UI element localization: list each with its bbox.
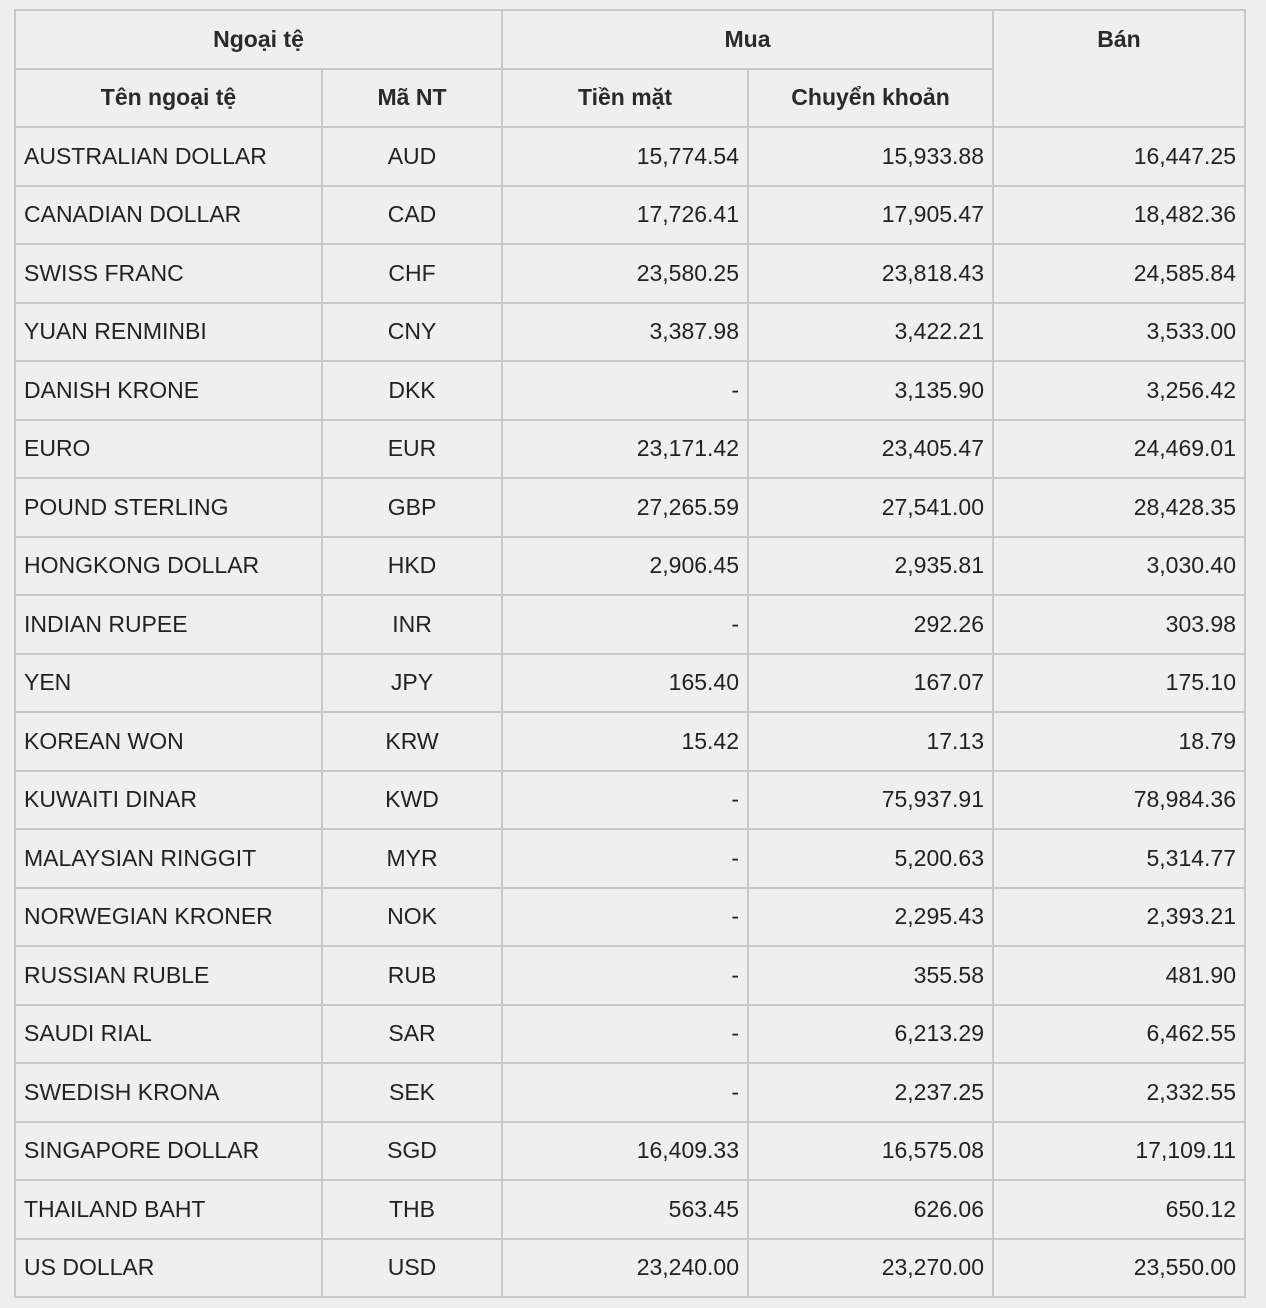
- table-row: [15, 946, 1245, 1005]
- buy-transfer-cell: 3,422.21: [748, 303, 993, 362]
- buy-cash-cell: 23,580.25: [502, 244, 748, 303]
- header-row-groups: [15, 10, 1245, 69]
- buy-cash-cell: -: [502, 888, 748, 947]
- buy-transfer-cell: 27,541.00: [748, 478, 993, 537]
- currency-code-cell: MYR: [322, 829, 502, 888]
- currency-name-cell: SAUDI RIAL: [15, 1005, 322, 1064]
- buy-transfer-cell: 23,270.00: [748, 1239, 993, 1298]
- buy-cash-cell: -: [502, 946, 748, 1005]
- buy-transfer-cell: 626.06: [748, 1180, 993, 1239]
- currency-code-cell: GBP: [322, 478, 502, 537]
- sell-cell: 28,428.35: [993, 478, 1245, 537]
- buy-cash-cell: 3,387.98: [502, 303, 748, 362]
- header-buy-cash: Tiền mặt: [502, 69, 748, 128]
- currency-name-cell: EURO: [15, 420, 322, 479]
- table-row: [15, 1180, 1245, 1239]
- buy-transfer-cell: 16,575.08: [748, 1122, 993, 1181]
- currency-code-cell: KWD: [322, 771, 502, 830]
- currency-code-cell: KRW: [322, 712, 502, 771]
- currency-name-cell: SWISS FRANC: [15, 244, 322, 303]
- sell-cell: 303.98: [993, 595, 1245, 654]
- table-header: [15, 10, 1245, 127]
- header-currency-code: Mã NT: [322, 69, 502, 128]
- table-row: [15, 537, 1245, 596]
- currency-name-cell: INDIAN RUPEE: [15, 595, 322, 654]
- buy-cash-cell: 15,774.54: [502, 127, 748, 186]
- buy-transfer-cell: 2,295.43: [748, 888, 993, 947]
- buy-transfer-cell: 17,905.47: [748, 186, 993, 245]
- buy-cash-cell: -: [502, 771, 748, 830]
- buy-transfer-cell: 292.26: [748, 595, 993, 654]
- header-buy-transfer: Chuyển khoản: [748, 69, 993, 128]
- currency-code-cell: USD: [322, 1239, 502, 1298]
- table-row: [15, 244, 1245, 303]
- buy-cash-cell: 563.45: [502, 1180, 748, 1239]
- table-row: [15, 127, 1245, 186]
- currency-code-cell: NOK: [322, 888, 502, 947]
- sell-cell: 6,462.55: [993, 1005, 1245, 1064]
- currency-code-cell: DKK: [322, 361, 502, 420]
- buy-transfer-cell: 2,935.81: [748, 537, 993, 596]
- currency-code-cell: JPY: [322, 654, 502, 713]
- sell-cell: 2,332.55: [993, 1063, 1245, 1122]
- exchange-rate-table: [14, 9, 1246, 1298]
- sell-cell: 650.12: [993, 1180, 1245, 1239]
- table-body: [15, 127, 1245, 1297]
- currency-code-cell: CAD: [322, 186, 502, 245]
- table-row: [15, 186, 1245, 245]
- currency-name-cell: US DOLLAR: [15, 1239, 322, 1298]
- currency-code-cell: RUB: [322, 946, 502, 1005]
- buy-cash-cell: 23,171.42: [502, 420, 748, 479]
- currency-name-cell: MALAYSIAN RINGGIT: [15, 829, 322, 888]
- table-row: [15, 829, 1245, 888]
- buy-cash-cell: 27,265.59: [502, 478, 748, 537]
- exchange-rate-table-container: [14, 9, 1246, 1298]
- sell-cell: 2,393.21: [993, 888, 1245, 947]
- currency-name-cell: POUND STERLING: [15, 478, 322, 537]
- sell-cell: 23,550.00: [993, 1239, 1245, 1298]
- currency-code-cell: SAR: [322, 1005, 502, 1064]
- currency-code-cell: EUR: [322, 420, 502, 479]
- sell-cell: 3,533.00: [993, 303, 1245, 362]
- buy-cash-cell: 15.42: [502, 712, 748, 771]
- table-row: [15, 712, 1245, 771]
- currency-name-cell: THAILAND BAHT: [15, 1180, 322, 1239]
- currency-name-cell: AUSTRALIAN DOLLAR: [15, 127, 322, 186]
- currency-code-cell: AUD: [322, 127, 502, 186]
- currency-code-cell: THB: [322, 1180, 502, 1239]
- currency-name-cell: NORWEGIAN KRONER: [15, 888, 322, 947]
- sell-cell: 16,447.25: [993, 127, 1245, 186]
- sell-cell: 78,984.36: [993, 771, 1245, 830]
- table-row: [15, 1005, 1245, 1064]
- buy-transfer-cell: 2,237.25: [748, 1063, 993, 1122]
- table-row: [15, 771, 1245, 830]
- buy-transfer-cell: 75,937.91: [748, 771, 993, 830]
- currency-code-cell: CNY: [322, 303, 502, 362]
- buy-cash-cell: -: [502, 361, 748, 420]
- currency-name-cell: CANADIAN DOLLAR: [15, 186, 322, 245]
- buy-transfer-cell: 167.07: [748, 654, 993, 713]
- table-row: [15, 654, 1245, 713]
- currency-name-cell: DANISH KRONE: [15, 361, 322, 420]
- currency-name-cell: SWEDISH KRONA: [15, 1063, 322, 1122]
- header-currency-group: Ngoại tệ: [15, 10, 502, 69]
- buy-transfer-cell: 23,818.43: [748, 244, 993, 303]
- buy-cash-cell: 2,906.45: [502, 537, 748, 596]
- sell-cell: 18.79: [993, 712, 1245, 771]
- header-buy-group: Mua: [502, 10, 993, 69]
- currency-name-cell: KOREAN WON: [15, 712, 322, 771]
- buy-cash-cell: -: [502, 829, 748, 888]
- currency-code-cell: INR: [322, 595, 502, 654]
- buy-transfer-cell: 355.58: [748, 946, 993, 1005]
- currency-name-cell: YEN: [15, 654, 322, 713]
- buy-transfer-cell: 17.13: [748, 712, 993, 771]
- buy-cash-cell: 16,409.33: [502, 1122, 748, 1181]
- table-row: [15, 1063, 1245, 1122]
- buy-cash-cell: 165.40: [502, 654, 748, 713]
- currency-code-cell: HKD: [322, 537, 502, 596]
- table-row: [15, 595, 1245, 654]
- currency-name-cell: RUSSIAN RUBLE: [15, 946, 322, 1005]
- buy-cash-cell: -: [502, 1063, 748, 1122]
- currency-name-cell: KUWAITI DINAR: [15, 771, 322, 830]
- buy-transfer-cell: 23,405.47: [748, 420, 993, 479]
- buy-transfer-cell: 5,200.63: [748, 829, 993, 888]
- sell-cell: 3,256.42: [993, 361, 1245, 420]
- sell-cell: 3,030.40: [993, 537, 1245, 596]
- currency-code-cell: SGD: [322, 1122, 502, 1181]
- currency-name-cell: YUAN RENMINBI: [15, 303, 322, 362]
- header-sell: Bán: [993, 10, 1245, 127]
- buy-cash-cell: 23,240.00: [502, 1239, 748, 1298]
- currency-code-cell: CHF: [322, 244, 502, 303]
- sell-cell: 24,585.84: [993, 244, 1245, 303]
- table-row: [15, 1239, 1245, 1298]
- sell-cell: 24,469.01: [993, 420, 1245, 479]
- buy-transfer-cell: 15,933.88: [748, 127, 993, 186]
- currency-code-cell: SEK: [322, 1063, 502, 1122]
- table-row: [15, 361, 1245, 420]
- sell-cell: 18,482.36: [993, 186, 1245, 245]
- table-row: [15, 478, 1245, 537]
- table-row: [15, 1122, 1245, 1181]
- table-row: [15, 420, 1245, 479]
- sell-cell: 175.10: [993, 654, 1245, 713]
- buy-cash-cell: 17,726.41: [502, 186, 748, 245]
- header-currency-name: Tên ngoại tệ: [15, 69, 322, 128]
- table-row: [15, 888, 1245, 947]
- buy-cash-cell: -: [502, 595, 748, 654]
- table-row: [15, 303, 1245, 362]
- sell-cell: 17,109.11: [993, 1122, 1245, 1181]
- buy-transfer-cell: 6,213.29: [748, 1005, 993, 1064]
- sell-cell: 5,314.77: [993, 829, 1245, 888]
- sell-cell: 481.90: [993, 946, 1245, 1005]
- currency-name-cell: SINGAPORE DOLLAR: [15, 1122, 322, 1181]
- buy-transfer-cell: 3,135.90: [748, 361, 993, 420]
- buy-cash-cell: -: [502, 1005, 748, 1064]
- currency-name-cell: HONGKONG DOLLAR: [15, 537, 322, 596]
